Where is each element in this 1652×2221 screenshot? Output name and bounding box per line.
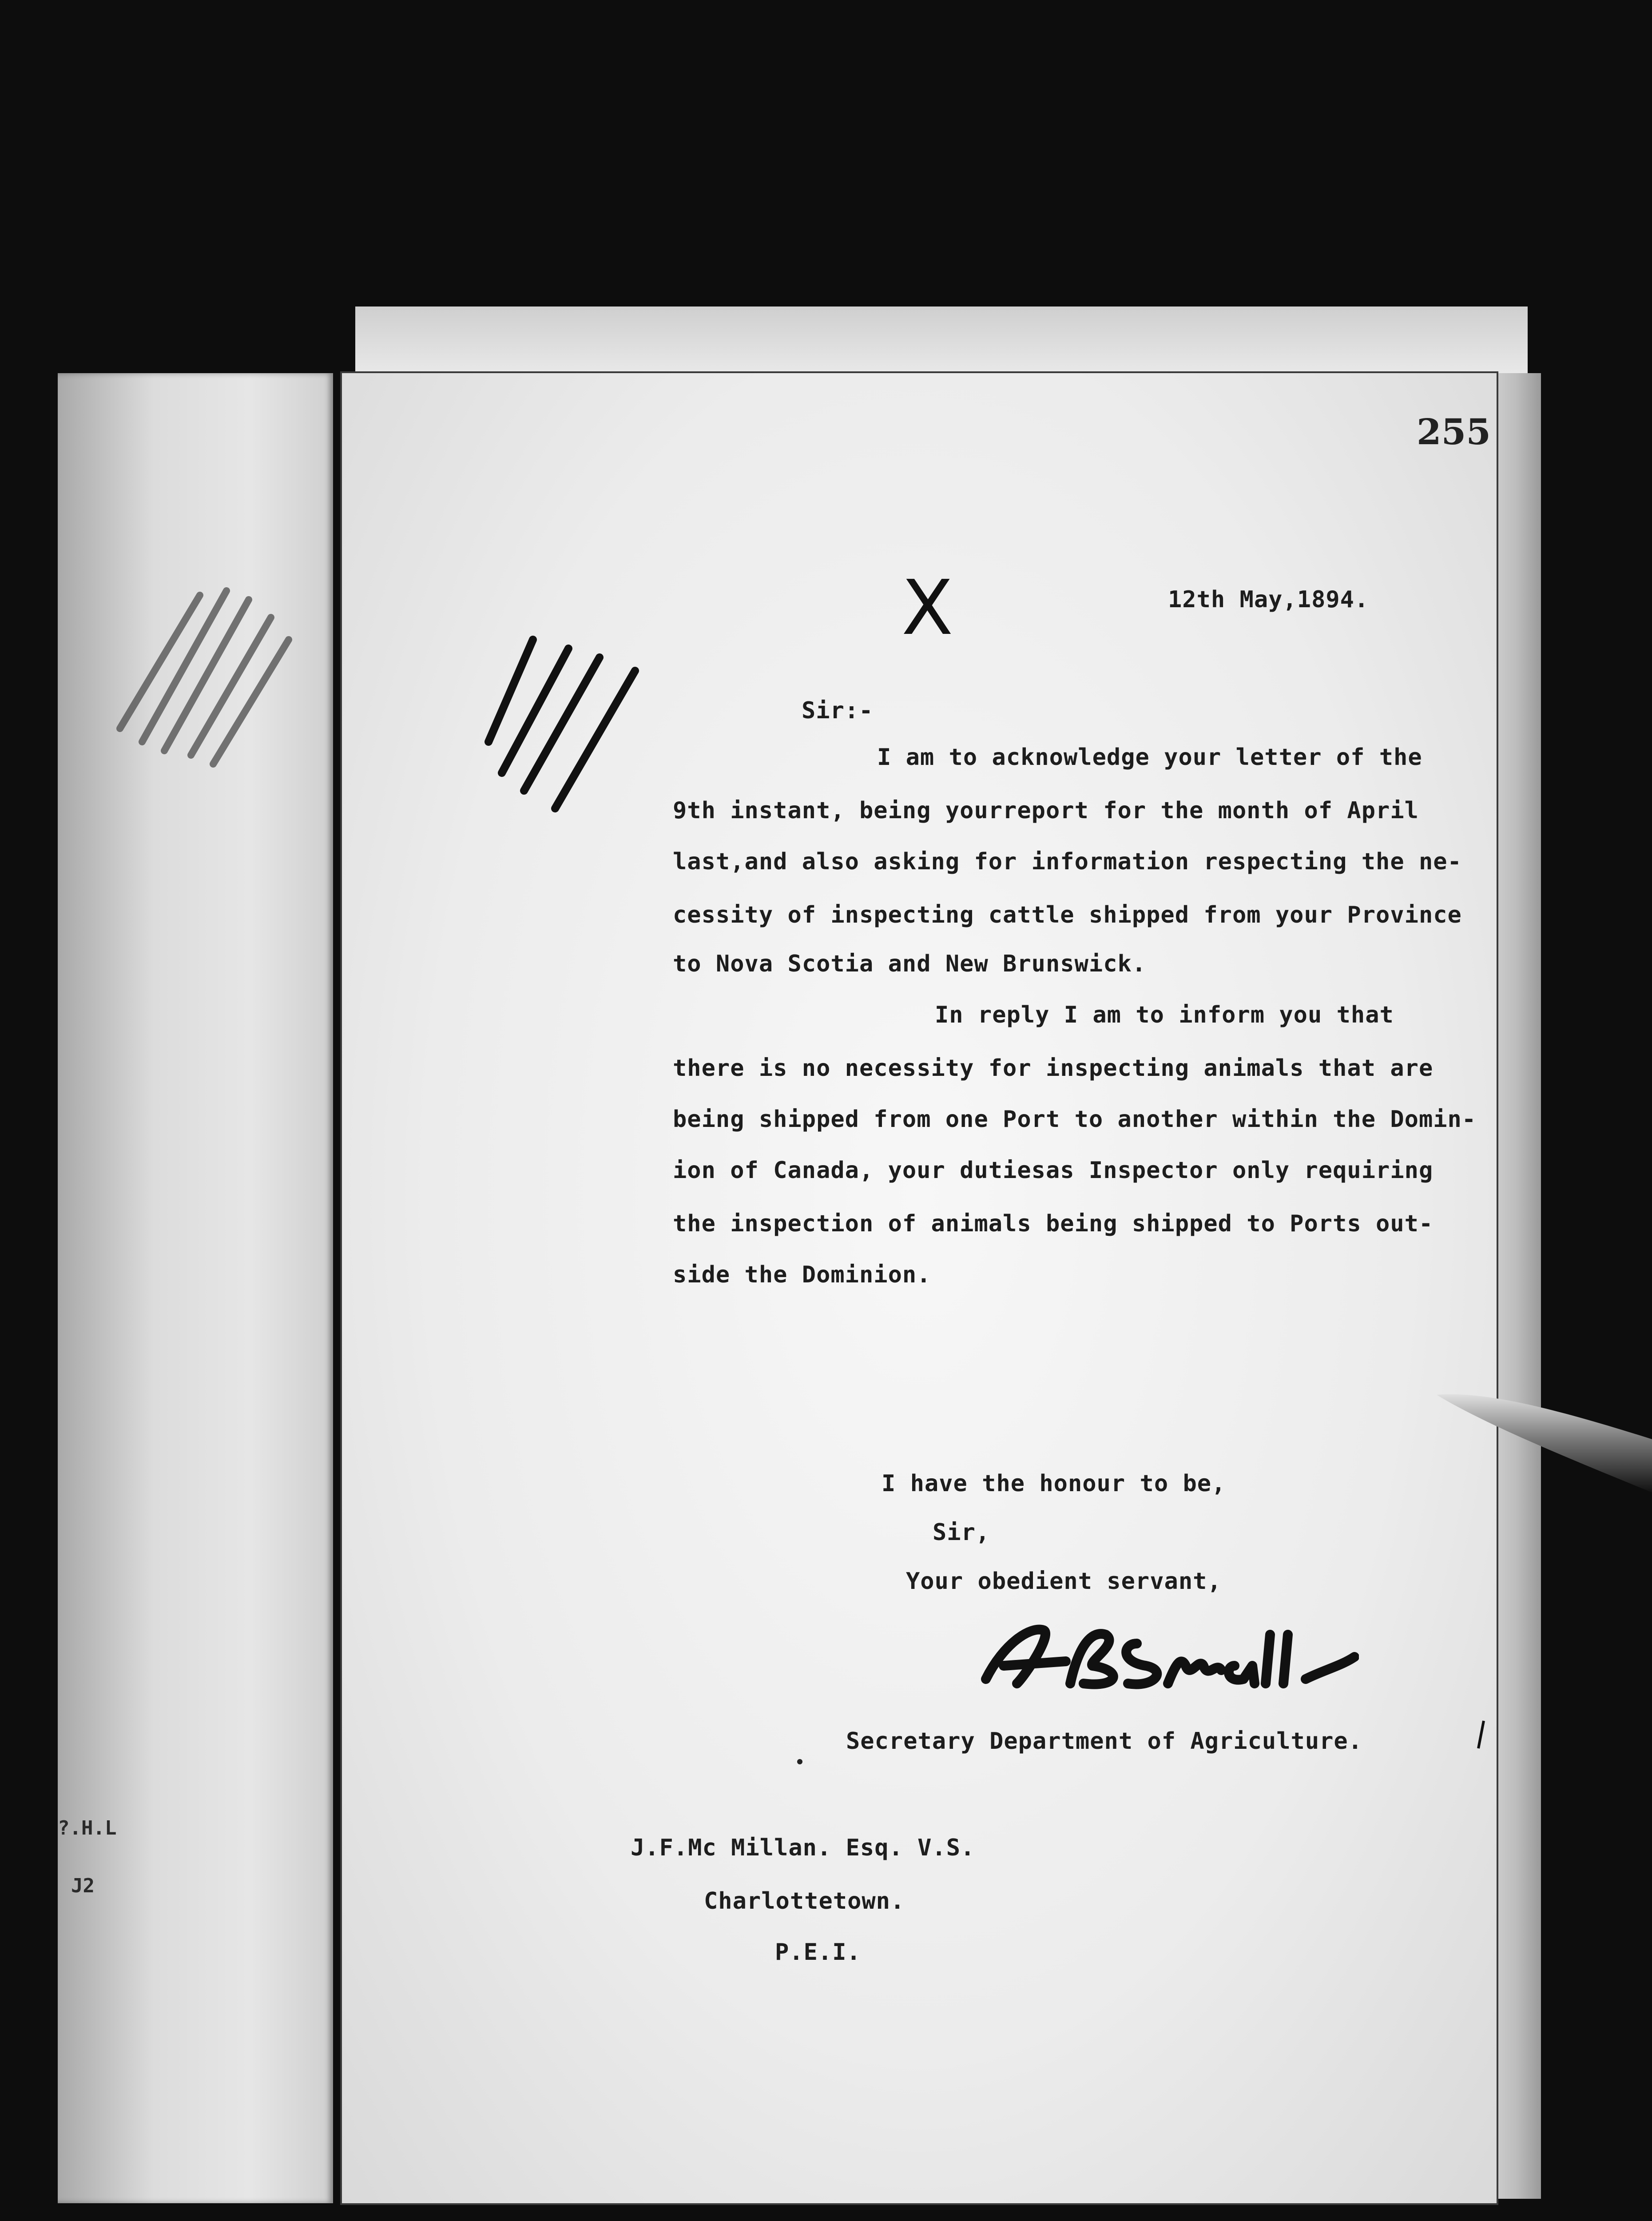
signature-title: Secretary Department of Agriculture. [846,1728,1363,1755]
closing-line: Sir, [933,1519,990,1546]
body-line: there is no necessity for inspecting animals that are [673,1055,1434,1082]
body-line: the inspection of animals being shipped to Ports out- [673,1210,1434,1237]
body-line: ion of Canada, your dutiesas Inspector only requiring [673,1157,1434,1184]
body-line: side the Dominion. [673,1262,931,1288]
page-top-edge [355,306,1528,378]
salutation: Sir:- [802,697,874,724]
body-line: being shipped from one Port to another within the Domin- [673,1106,1477,1133]
x-mark: X [901,564,953,652]
body-line: In reply I am to inform you that [935,1002,1394,1028]
body-line: to Nova Scotia and New Brunswick. [673,951,1147,977]
handwritten-signature [977,1617,1359,1697]
body-line: 9th instant, being yourreport for the month of April [673,797,1419,824]
body-line: I am to acknowledge your letter of the [877,744,1422,771]
address-line: Charlottetown. [704,1888,905,1915]
pen-tip [1434,1386,1652,1493]
left-page-fragment: J2 [71,1875,95,1897]
tally-marks [471,631,648,817]
body-line: last,and also asking for information respecting the ne- [673,848,1462,875]
closing-line: Your obedient servant, [906,1568,1222,1595]
body-line: cessity of inspecting cattle shipped from your Province [673,902,1462,928]
page-number: 255 [1417,411,1491,453]
address-line: P.E.I. [775,1939,861,1966]
letter-date: 12th May,1894. [1168,586,1369,613]
address-line: J.F.Mc Millan. Esq. V.S. [631,1835,975,1861]
stray-dot [797,1759,802,1764]
left-hatch-marks [84,542,298,773]
margin-mark [1477,1719,1485,1750]
closing-line: I have the honour to be, [882,1470,1226,1497]
left-page-fragment: ?.H.L [58,1817,117,1839]
left-underlying-page [58,373,333,2203]
